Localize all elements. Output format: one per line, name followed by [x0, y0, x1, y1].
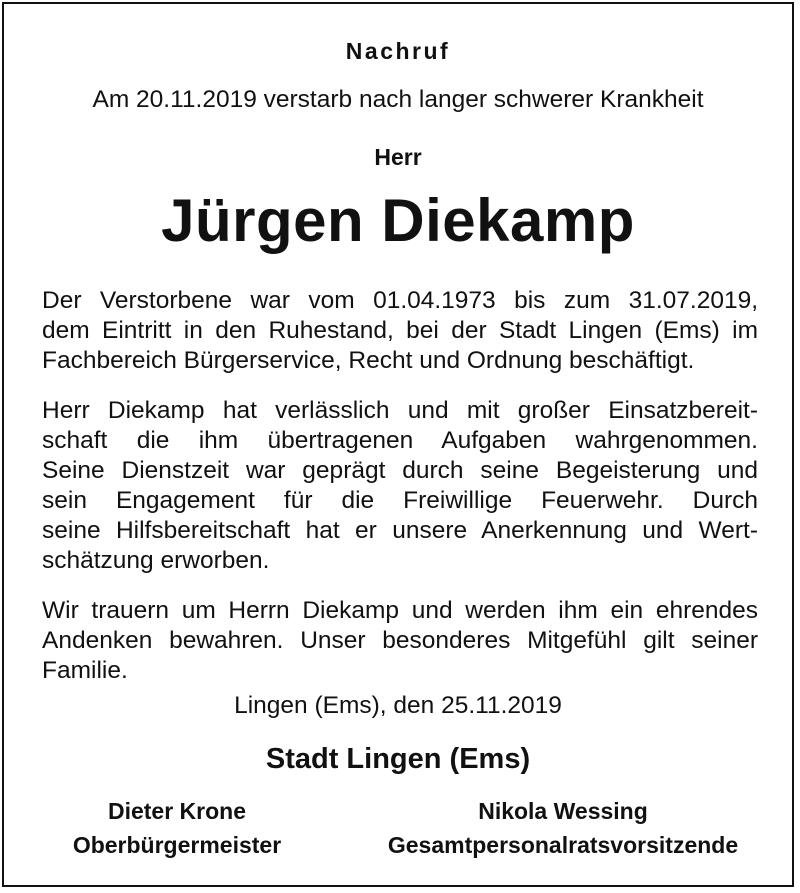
honorific: Herr: [374, 144, 422, 170]
paragraph-line: Seine Dienstzeit war geprägt durch seine Begeisterung und: [42, 457, 758, 484]
deceased-name: Jürgen Diekamp: [161, 187, 635, 254]
signer-staff-council: [350, 794, 776, 862]
signer-title: Gesamtpersonalratsvorsitzende: [387, 832, 739, 858]
paragraph-line: Herr Diekamp hat verlässlich und mit großer Einsatzbereit-: [42, 397, 758, 424]
notice-heading: Nachruf: [345, 38, 451, 64]
signer-mayor: [40, 794, 314, 862]
signer-name: Dieter Krone: [107, 798, 247, 824]
paragraph-line: Wir trauern um Herrn Diekamp und werden ihm ein ehrendes: [42, 597, 758, 624]
paragraph-line: Der Verstorbene war vom 01.04.1973 bis zum 31.07.2019,: [42, 287, 758, 314]
signer-title: Oberbürgermeister: [72, 832, 282, 858]
paragraph-line: Familie.: [42, 657, 128, 684]
signer-name: Nikola Wessing: [478, 798, 648, 824]
organization-name: Stadt Lingen (Ems): [265, 743, 531, 775]
paragraph-line: schaft die ihm übertragenen Aufgaben wahrgenommen.: [42, 427, 758, 454]
paragraph-line: sein Engagement für die Freiwillige Feuerwehr. Durch: [42, 487, 758, 514]
dateline: Lingen (Ems), den 25.11.2019: [234, 692, 562, 719]
paragraph-line: dem Eintritt in den Ruhestand, bei der Stadt Lingen (Ems) im: [42, 317, 758, 344]
paragraph-line: Fachbereich Bürgerservice, Recht und Ordnung beschäftigt.: [42, 347, 695, 374]
paragraph-tribute: [42, 396, 758, 576]
paragraph-service: [42, 286, 758, 376]
paragraph-mourning: [42, 596, 758, 686]
paragraph-line: Andenken bewahren. Unser besonderes Mitgefühl gilt seiner: [42, 627, 758, 654]
intro-text: Am 20.11.2019 verstarb nach langer schwerer Krankheit: [92, 86, 704, 113]
paragraph-line: seine Hilfsbereitschaft hat er unsere Anerkennung und Wert-: [42, 517, 758, 544]
paragraph-line: schätzung erworben.: [42, 547, 270, 574]
